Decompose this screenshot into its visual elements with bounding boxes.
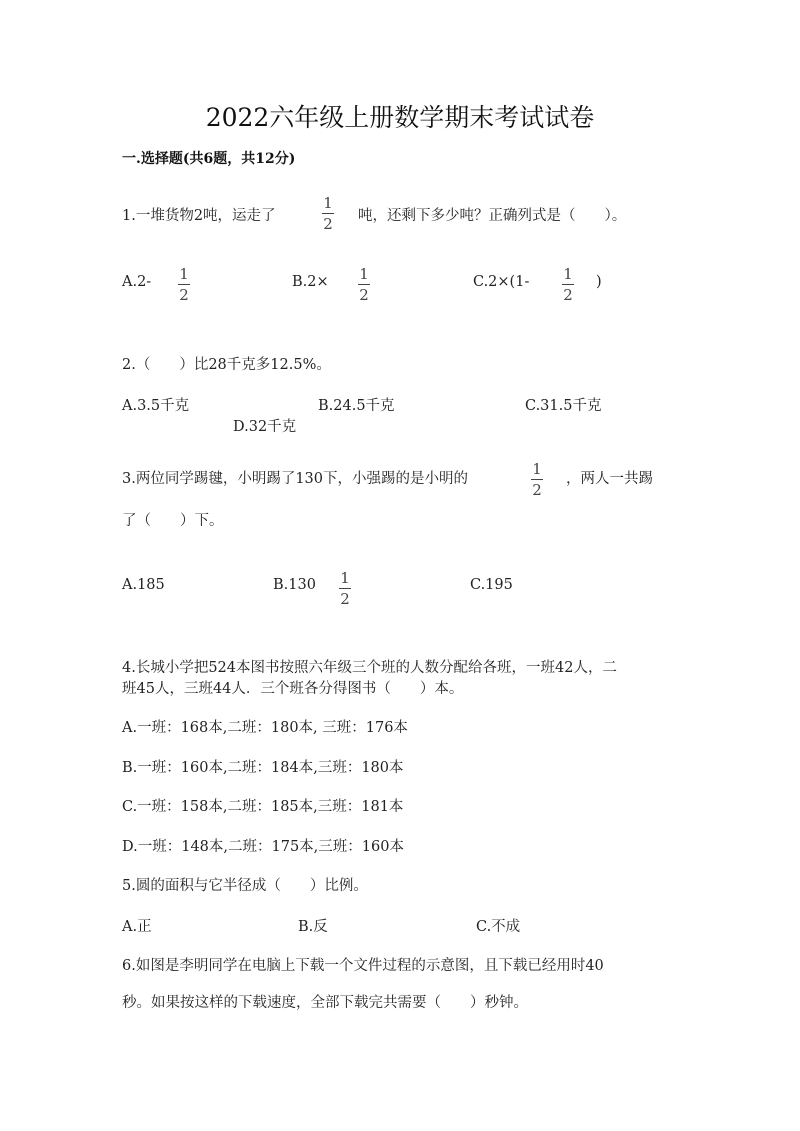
q6-stem-line-1: 6.如图是李明同学在电脑上下载一个文件过程的示意图，且下载已经用时40: [122, 958, 604, 974]
fraction-numerator: 1: [532, 460, 542, 478]
q1-stem-part-b: 吨，还剩下多少吨？正确列式是（ ）。: [358, 208, 627, 224]
q1-stem-part-a: 1.一堆货物2吨，运走了: [122, 208, 276, 224]
q3-stem-part-b: ，两人一共踢: [566, 471, 653, 487]
q1-option-c-fraction: [561, 266, 575, 304]
q5-stem: 5.圆的面积与它半径成（ ）比例。: [122, 878, 368, 894]
q3-option-b: B.130: [273, 577, 316, 593]
q4-option-c: C.一班：158本,二班：185本,三班：181本: [122, 799, 404, 815]
fraction-denominator: 2: [323, 215, 333, 233]
fraction-denominator: 2: [340, 590, 350, 608]
q1-option-b: B.2×: [292, 274, 329, 290]
q2-stem: 2.（ ）比28千克多12.5%。: [122, 357, 331, 373]
q4-stem-line-2: 班45人，三班44人．三个班各分得图书（ ）本。: [122, 681, 464, 697]
q4-option-d: D.一班：148本,二班：175本,三班：160本: [122, 839, 404, 855]
q4-option-b: B.一班：160本,二班：184本,三班：180本: [122, 760, 404, 776]
fraction-bar: [322, 213, 334, 214]
q3-option-c: C.195: [470, 577, 513, 593]
q2-option-b: B.24.5千克: [318, 398, 395, 414]
fraction-denominator: 2: [179, 286, 189, 304]
fraction-denominator: 2: [532, 481, 542, 499]
q2-option-a: A.3.5千克: [122, 398, 190, 414]
q5-option-a: A.正: [122, 919, 152, 935]
fraction-bar: [562, 284, 574, 285]
fraction-numerator: 1: [323, 194, 333, 212]
q3-stem-fraction: [530, 461, 544, 499]
q2-option-d: D.32千克: [233, 419, 297, 435]
page-title: 2022六年级上册数学期末考试试卷: [205, 103, 595, 132]
q3-option-a: A.185: [122, 577, 165, 593]
q3-stem-part-c: 了（ ）下。: [122, 513, 224, 529]
fraction-numerator: 1: [563, 265, 573, 283]
q1-stem-fraction: [321, 195, 335, 233]
q3-stem-part-a: 3.两位同学踢毽，小明踢了130下，小强踢的是小明的: [122, 471, 469, 487]
fraction-bar: [358, 284, 370, 285]
q6-stem-line-2: 秒。如果按这样的下载速度，全部下载完共需要（ ）秒钟。: [122, 995, 528, 1011]
fraction-numerator: 1: [340, 569, 350, 587]
fraction-denominator: 2: [359, 286, 369, 304]
fraction-bar: [339, 588, 351, 589]
q1-option-b-fraction: [357, 266, 371, 304]
fraction-denominator: 2: [563, 286, 573, 304]
q2-option-c: C.31.5千克: [525, 398, 602, 414]
q1-option-c: C.2×(1-: [473, 274, 530, 290]
fraction-numerator: 1: [359, 265, 369, 283]
q4-stem-line-1: 4.长城小学把524本图书按照六年级三个班的人数分配给各班，一班42人，二: [122, 660, 617, 676]
q1-option-a-fraction: [177, 266, 191, 304]
q3-option-b-fraction: [338, 570, 352, 608]
q4-option-a: A.一班：168本,二班：180本, 三班：176本: [122, 720, 408, 736]
fraction-bar: [178, 284, 190, 285]
q5-option-c: C.不成: [476, 919, 521, 935]
q1-option-c-close: ): [596, 274, 602, 290]
q1-option-a: A.2-: [122, 274, 152, 290]
fraction-numerator: 1: [179, 265, 189, 283]
fraction-bar: [531, 479, 543, 480]
section-heading: 一.选择题(共6题，共12分): [122, 151, 296, 167]
q5-option-b: B.反: [298, 919, 328, 935]
